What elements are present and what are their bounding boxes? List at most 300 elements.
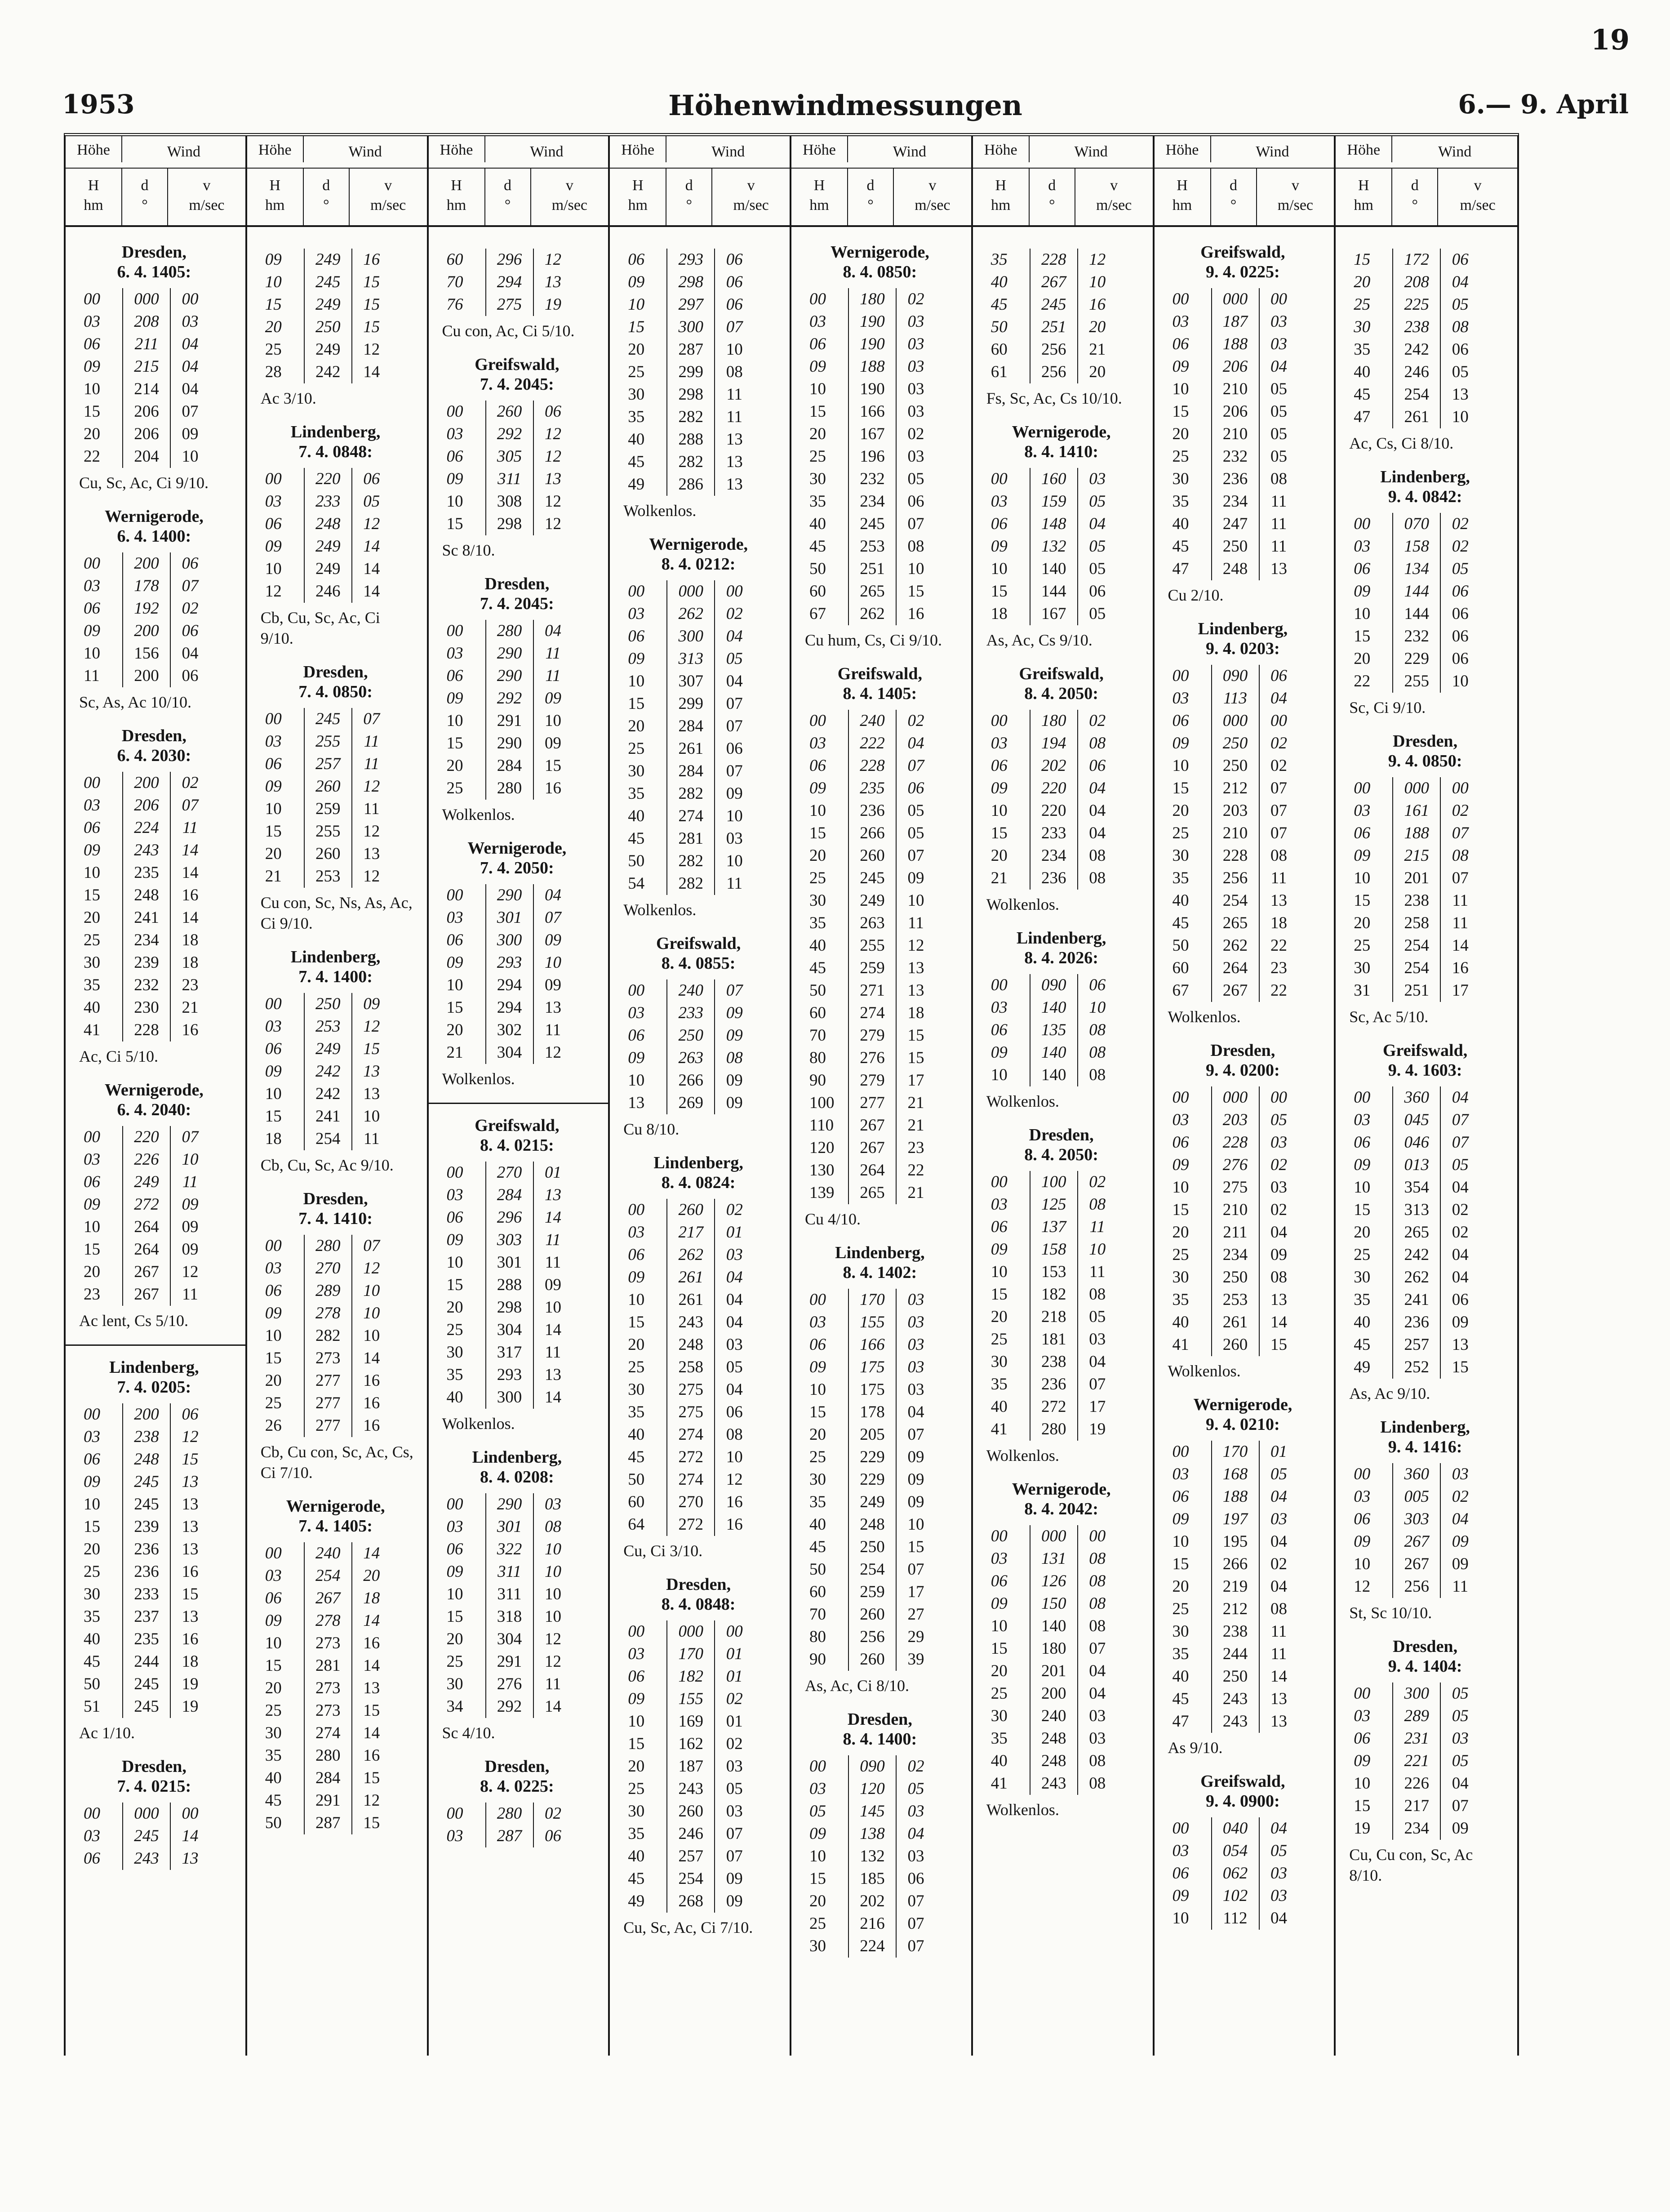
direction-cell: 254 [1211,890,1260,912]
table-row [623,738,782,760]
direction-cell: 256 [1392,1576,1441,1598]
header-v: v [1474,177,1482,194]
direction-cell: 235 [122,1628,171,1651]
speed-cell: 07 [182,796,199,814]
direction-cell: 294 [485,271,534,294]
speed-cell: 06 [545,1827,561,1845]
data-rows [805,1755,964,1958]
direction-cell: 304 [485,1319,534,1341]
height-cell: 09 [1172,1887,1189,1905]
table-row [986,1418,1146,1441]
height-cell: 25 [809,1914,826,1933]
height-cell: 10 [990,1263,1008,1281]
speed-cell: 04 [1452,1178,1469,1197]
station-title [79,1357,238,1397]
header-msec: m/sec [1277,197,1314,214]
speed-cell: 03 [907,380,924,398]
table-row [79,907,238,929]
direction-cell: 188 [1392,822,1441,845]
direction-cell: 354 [1392,1176,1441,1199]
cloud-note: Wolkenlos. [623,901,697,919]
height-cell: 50 [809,1560,826,1579]
height-cell: 06 [84,1450,100,1469]
height-cell: 09 [628,650,645,668]
speed-cell: 12 [182,1263,199,1281]
station-datetime: 9. 4. 1603: [1388,1061,1462,1080]
speed-cell: 02 [1452,1223,1469,1242]
table-row [1349,1750,1510,1772]
header-wind: Wind [1029,136,1153,162]
direction-cell: 248 [1030,1727,1078,1750]
speed-cell: 13 [1270,1712,1287,1731]
height-cell: 139 [809,1184,835,1202]
direction-cell: 280 [304,1235,352,1257]
height-cell: 00 [265,470,282,488]
speed-cell: 11 [182,1285,198,1304]
speed-cell: 03 [907,1335,924,1354]
direction-cell: 282 [304,1325,352,1347]
data-rows [805,710,964,1204]
height-cell: 30 [1172,1268,1189,1286]
direction-cell: 266 [848,822,897,845]
direction-cell: 254 [304,1565,352,1587]
table-row [1168,1840,1327,1862]
speed-cell: 07 [726,762,743,780]
height-cell: 30 [84,1585,100,1603]
speed-cell: 10 [182,447,199,466]
direction-cell: 290 [485,1493,534,1516]
speed-cell: 00 [1270,712,1287,730]
table-row [986,580,1146,603]
header-hm: hm [809,197,829,214]
header-H: H [813,177,825,194]
table-row [986,1216,1146,1238]
table-row [1168,665,1327,687]
direction-cell: 235 [848,777,897,800]
direction-cell: 262 [1211,935,1260,957]
table-row [261,1812,420,1834]
direction-cell: 138 [848,1823,897,1845]
height-cell: 20 [265,318,282,336]
cloud-note: Ac 1/10. [79,1724,135,1742]
cloud-note: Wolkenlos. [623,502,697,520]
table-row [623,979,782,1002]
table-row [986,1373,1146,1396]
speed-cell: 16 [907,605,924,623]
speed-cell: 09 [363,995,380,1013]
direction-cell: 301 [485,1516,534,1538]
table-row [261,1083,420,1105]
height-cell: 60 [809,1583,826,1601]
speed-cell: 02 [1270,757,1287,775]
table-row [1349,648,1510,670]
station-title [986,928,1146,968]
direction-cell: 267 [848,1137,897,1159]
speed-cell: 00 [1270,290,1287,308]
direction-cell: 253 [304,865,352,888]
height-cell: 20 [84,425,100,443]
station-title [805,1709,964,1749]
direction-cell: 197 [1211,1508,1260,1531]
station-name: Greifswald, [1200,243,1285,262]
direction-cell: 248 [848,1513,897,1536]
speed-cell: 07 [1452,869,1469,887]
direction-cell: 178 [122,575,171,597]
height-cell: 09 [84,841,100,859]
table-row [1168,822,1327,845]
direction-cell: 280 [485,620,534,642]
column-body [1155,227,1334,1930]
table-row [805,356,964,378]
table-row [1168,535,1327,558]
cloud-note: Cb, Cu, Sc, Ac, Ci 9/10. [260,609,380,647]
table-row [1349,249,1510,271]
table-row [79,1261,238,1283]
speed-cell: 13 [545,1366,561,1384]
station-name: Dresden, [303,1189,368,1208]
speed-cell: 09 [726,784,743,803]
header-dates: 6.— 9. April [1458,89,1629,120]
speed-cell: 02 [1452,1201,1469,1219]
direction-cell: 166 [848,1334,897,1356]
height-cell: 35 [628,1403,645,1421]
height-cell: 40 [265,1769,282,1787]
height-cell: 10 [1172,380,1189,398]
table-row [261,820,420,843]
direction-cell: 275 [1211,1176,1260,1199]
height-cell: 10 [446,712,463,730]
height-cell: 06 [1172,335,1189,353]
direction-cell: 282 [666,406,715,428]
table-row [623,316,782,338]
height-cell: 40 [628,430,645,449]
table-row [261,1789,420,1812]
table-row [986,1351,1146,1373]
data-rows [1168,288,1327,580]
direction-cell: 299 [666,693,715,715]
table-row [261,1767,420,1789]
station-datetime: 8. 4. 2042: [1024,1500,1098,1518]
table-row [261,1060,420,1083]
speed-cell: 15 [182,1585,199,1603]
speed-cell: 07 [1452,1797,1469,1815]
speed-cell: 05 [907,470,924,488]
speed-cell: 07 [1270,801,1287,820]
speed-cell: 07 [1452,1133,1469,1152]
height-cell: 12 [265,582,282,601]
height-cell: 90 [809,1650,826,1669]
speed-cell: 01 [726,1223,743,1242]
station-block [79,726,238,1067]
direction-cell: 214 [122,378,171,401]
header-hoehe: Höhe [1347,142,1381,158]
direction-cell: 228 [848,755,897,777]
table-row [1168,1463,1327,1486]
cloud-note: Cu, Cu con, Sc, Ac 8/10. [1349,1846,1473,1884]
speed-cell: 06 [363,470,380,488]
height-cell: 10 [809,1380,826,1399]
table-row [986,710,1146,732]
direction-cell: 270 [666,1491,715,1513]
direction-cell: 000 [122,1803,171,1825]
table-row [1168,288,1327,311]
table-row [623,1379,782,1401]
station-datetime: 9. 4. 0200: [1206,1061,1280,1080]
height-cell: 35 [84,976,100,994]
height-cell: 40 [990,1752,1008,1770]
height-cell: 21 [446,1043,463,1062]
speed-cell: 04 [907,1403,924,1421]
speed-cell: 14 [545,1321,561,1339]
direction-cell: 251 [848,558,897,580]
height-cell: 15 [809,1403,826,1421]
table-row [1349,406,1510,428]
speed-cell: 11 [1452,891,1469,910]
speed-cell: 02 [726,605,743,623]
height-cell: 03 [84,312,100,331]
height-cell: 25 [990,1330,1008,1349]
height-cell: 00 [84,290,100,308]
speed-cell: 11 [364,732,379,751]
height-cell: 10 [265,1085,282,1103]
height-cell: 06 [84,1849,100,1868]
direction-cell: 302 [485,1019,534,1041]
speed-cell: 20 [1089,318,1106,336]
direction-cell: 242 [304,361,352,383]
speed-cell: 03 [726,1246,743,1264]
direction-cell: 204 [122,445,171,468]
station-block [623,1153,782,1561]
speed-cell: 08 [1089,1285,1106,1304]
speed-cell: 09 [726,1071,743,1090]
speed-cell: 08 [1089,1549,1106,1568]
direction-cell: 277 [304,1370,352,1392]
table-row [1168,957,1327,979]
station-datetime: 9. 4. 0842: [1388,487,1462,506]
height-cell: 45 [1172,537,1189,556]
station-datetime: 8. 4. 0824: [661,1173,736,1192]
direction-cell: 267 [304,1587,352,1610]
station-block [1349,1637,1510,1886]
height-cell: 45 [809,959,826,977]
height-cell: 00 [628,582,645,601]
speed-cell: 06 [1452,250,1469,269]
station-name: Dresden, [847,1710,912,1729]
height-cell: 15 [628,1313,645,1331]
speed-cell: 04 [1270,1819,1287,1838]
speed-cell: 03 [1270,1864,1287,1883]
direction-cell: 249 [848,1491,897,1513]
speed-cell: 07 [182,577,199,595]
table-row [623,1002,782,1024]
table-row [1349,1109,1510,1131]
station-datetime: 8. 4. 2050: [1024,1145,1098,1164]
speed-cell: 03 [907,312,924,331]
table-row [261,1015,420,1038]
table-column [791,136,973,2056]
direction-cell: 280 [485,777,534,800]
speed-cell: 09 [182,1240,199,1259]
height-cell: 03 [1354,801,1371,820]
speed-cell: 03 [726,829,743,848]
direction-cell: 170 [1211,1441,1260,1463]
direction-cell: 206 [122,794,171,817]
speed-cell: 07 [363,710,380,728]
direction-cell: 132 [1030,535,1078,558]
table-row [442,1364,601,1386]
height-cell: 00 [1354,1684,1371,1703]
direction-cell: 134 [1392,558,1441,580]
table-row [805,979,964,1002]
speed-cell: 10 [1089,273,1106,291]
table-row [623,451,782,473]
direction-cell: 125 [1030,1193,1078,1216]
table-row [623,1092,782,1114]
table-row [79,1216,238,1238]
direction-cell: 260 [304,775,352,798]
height-cell: 10 [1172,1909,1189,1927]
direction-cell: 262 [666,1244,715,1266]
height-cell: 19 [1354,1819,1371,1838]
speed-cell: 13 [726,430,743,449]
cloud-note: Cu, Sc, Ac, Ci 7/10. [623,1918,753,1936]
speed-cell: 15 [363,1769,380,1787]
table-row [442,1251,601,1274]
table-row [623,1024,782,1047]
height-cell: 23 [84,1285,100,1304]
direction-cell: 256 [1030,338,1078,361]
cloud-note: Wolkenlos. [442,806,515,823]
station-block [1168,619,1327,1027]
cloud-note: Wolkenlos. [442,1415,515,1433]
height-cell: 15 [628,318,645,336]
data-rows [1168,1441,1327,1733]
station-block [1168,1395,1327,1758]
speed-cell: 13 [545,470,561,488]
speed-cell: 14 [545,1208,561,1227]
table-row [1168,800,1327,822]
direction-cell: 274 [666,1424,715,1446]
running-header [62,89,1629,125]
speed-cell: 10 [1452,672,1469,690]
station-name: Lindenberg, [472,1448,562,1467]
table-row [623,1446,782,1469]
station-datetime: 7. 4. 0215: [117,1777,191,1796]
station-name: Dresden, [484,574,550,593]
station-block [623,934,782,1139]
speed-cell: 01 [545,1163,561,1182]
speed-cell: 06 [182,667,199,685]
height-cell: 10 [1354,869,1371,887]
height-cell: 00 [446,1804,463,1823]
direction-cell: 212 [1211,1598,1260,1620]
data-rows [261,993,420,1150]
table-row [805,732,964,755]
speed-cell: 06 [1089,582,1106,601]
direction-cell: 246 [1392,361,1441,383]
speed-cell: 14 [363,1611,380,1630]
speed-cell: 09 [545,689,561,708]
speed-cell: 03 [907,357,924,376]
speed-cell: 02 [1270,1156,1287,1174]
height-cell: 15 [1172,1555,1189,1573]
height-cell: 50 [809,981,826,1000]
height-cell: 10 [1172,757,1189,775]
speed-cell: 04 [726,627,743,645]
header-hoehe: Höhe [621,142,655,158]
height-cell: 20 [809,425,826,443]
direction-cell: 250 [304,316,352,338]
table-row [805,912,964,935]
speed-cell: 02 [907,1757,924,1776]
direction-cell: 259 [304,798,352,820]
direction-cell: 219 [1211,1576,1260,1598]
height-cell: 25 [446,1652,463,1671]
table-row [805,1935,964,1958]
station-title [986,1125,1146,1165]
height-cell: 35 [446,1366,463,1384]
height-cell: 35 [1354,1291,1371,1309]
height-cell: 03 [84,1827,100,1845]
station-block [623,249,782,521]
height-cell: 35 [628,784,645,803]
speed-cell: 03 [1270,335,1287,353]
speed-cell: 08 [1089,1617,1106,1635]
station-block [442,838,601,1089]
direction-cell: 013 [1392,1154,1441,1176]
direction-cell: 070 [1392,513,1441,535]
table-row [623,1513,782,1536]
height-cell: 06 [265,1040,282,1058]
table-row [79,1583,238,1606]
direction-cell: 281 [304,1655,352,1677]
direction-cell: 248 [1211,558,1260,580]
header-hm: hm [84,197,103,214]
direction-cell: 161 [1392,800,1441,822]
table-row [623,648,782,670]
direction-cell: 291 [304,1789,352,1812]
height-cell: 11 [84,667,100,685]
data-rows [442,401,601,535]
cloud-note: Ac 3/10. [260,389,316,407]
height-cell: 67 [809,605,826,623]
station-block [986,928,1146,1112]
height-cell: 45 [1172,914,1189,932]
station-title [442,838,601,878]
table-row [805,1603,964,1626]
table-row [1168,423,1327,445]
speed-cell: 14 [182,1827,199,1845]
speed-cell: 11 [364,755,379,773]
height-cell: 30 [1354,1268,1371,1286]
cloud-note: Ac lent, Cs 5/10. [79,1312,188,1330]
station-datetime: 8. 4. 0848: [661,1595,736,1614]
speed-cell: 19 [182,1675,199,1693]
direction-cell: 254 [304,1128,352,1150]
table-row [79,1193,238,1216]
height-cell: 40 [446,1388,463,1406]
table-row [79,997,238,1019]
table-row [1168,1862,1327,1885]
speed-cell: 10 [363,1304,380,1322]
height-cell: 120 [809,1139,835,1157]
table-row [805,845,964,867]
direction-cell: 181 [1030,1328,1078,1351]
height-cell: 30 [1354,959,1371,977]
direction-cell: 250 [1211,535,1260,558]
height-cell: 30 [809,1470,826,1489]
speed-cell: 07 [907,1560,924,1579]
